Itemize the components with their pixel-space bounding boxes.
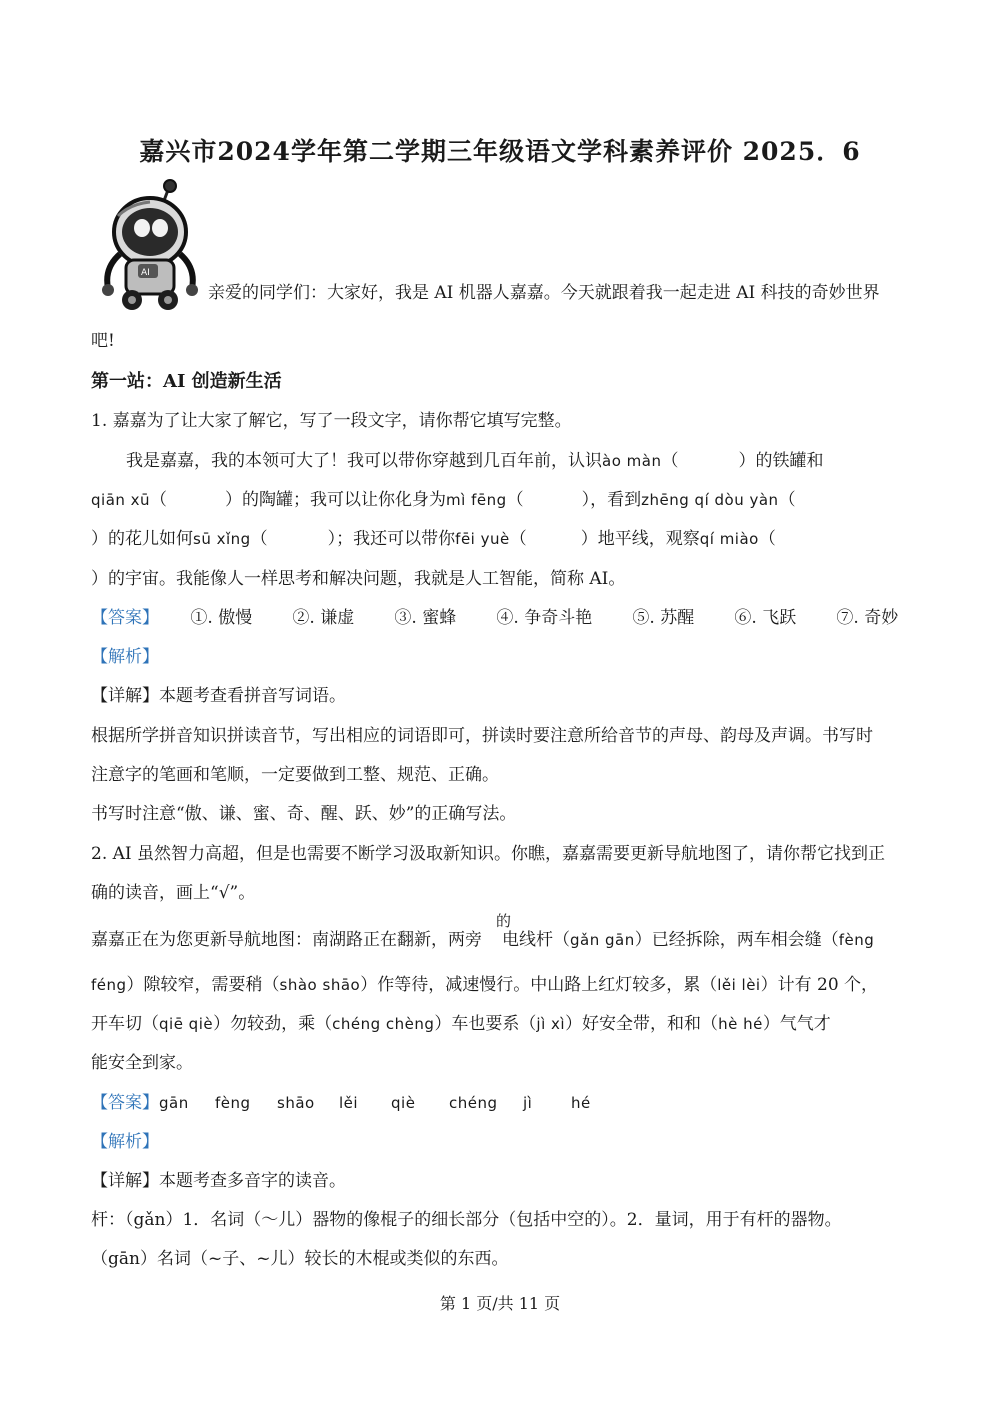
answer-tag: 【答案】 (91, 608, 159, 628)
pinyin-choice[interactable]: hè hé (718, 1015, 763, 1033)
detail-heading: 【详解】本题考查看拼音写词语。 (91, 686, 346, 706)
blank-close: ） (581, 490, 591, 510)
blank-open: （ (758, 529, 776, 549)
answer-item: ④. 争奇斗艳 (496, 608, 593, 628)
blank-open: （ (150, 490, 168, 510)
pinyin-choice[interactable]: féng (91, 976, 127, 994)
svg-text:AI: AI (141, 268, 150, 278)
q2-text: ）作等待，减速慢行。中山路上红灯较多，累（ (360, 975, 718, 995)
answer-item: lěi (339, 1094, 359, 1112)
q1-text: 我是嘉嘉，我的本领可大了！我可以带你穿越到几百年前，认识 (126, 451, 602, 471)
q2-text: ）隙较窄，需要稍（ (126, 975, 280, 995)
q2-text: ）勿较劲，乘（ (213, 1014, 333, 1034)
answer-item: jì (523, 1094, 533, 1112)
q2-text: ）计有 20 个， (760, 975, 879, 995)
pinyin: fēi yuè (455, 530, 510, 548)
blank-close: ） (225, 490, 243, 510)
pinyin-choice[interactable]: chéng chèng (332, 1015, 435, 1033)
q1-para-line-4: ）的宇宙。我能像人一样思考和解决问题，我就是人工智能，简称 AI。 (91, 569, 626, 589)
pinyin: qiān xū (91, 491, 151, 509)
q1-para-line-3 (91, 527, 776, 551)
answer-item: ⑦. 奇妙 (836, 608, 899, 628)
q2-text: ）已经拆除，两车相会缝（ (634, 930, 839, 950)
pinyin-choice[interactable]: jì xì (536, 1015, 566, 1033)
q1-answer-row (91, 606, 898, 630)
blank-open: （ (778, 490, 796, 510)
explanation-line: 书写时注意“傲、谦、蜜、奇、醒、跃、妙”的正确写法。 (91, 804, 517, 824)
q1-para-line-2 (91, 488, 796, 512)
blank-close: ） (580, 529, 598, 549)
q2-text: ）气气才 (762, 1014, 831, 1034)
q2-text: 电线杆（ (502, 930, 570, 950)
q1-text: 的花儿如何 (108, 529, 193, 549)
intro-line-2: 吧! (91, 331, 115, 351)
analysis-tag: 【解析】 (91, 647, 159, 667)
inserted-char: 的 (496, 912, 512, 930)
section-heading: 第一站：AI 创造新生活 (91, 371, 282, 392)
answer-item: gān (159, 1094, 189, 1112)
q2-text: 开车切（ (91, 1014, 159, 1034)
answer-tag: 【答案】 (91, 1093, 159, 1113)
answer-item: chéng (449, 1094, 498, 1112)
blank-close: ） (91, 529, 108, 549)
answer-item: ②. 谦虚 (292, 608, 355, 628)
answer-item: hé (571, 1094, 591, 1112)
explanation-line: 杆：（gǎn）1．名词（～儿）器物的像棍子的细长部分（包括中空的）。2．量词，用于有杆的器物。 (91, 1210, 842, 1230)
answer-item: ③. 蜜蜂 (394, 608, 457, 628)
pinyin-choice[interactable]: shào shāo (279, 976, 361, 994)
analysis-tag: 【解析】 (91, 1132, 159, 1152)
pinyin: zhēng qí dòu yàn (641, 491, 779, 509)
answer-item: shāo (277, 1094, 315, 1112)
q2-answer-row (91, 1091, 591, 1115)
q2-stem-line-1: 2. AI 虽然智力高超，但是也需要不断学习汲取新知识。你瞧，嘉嘉需要更新导航地图了，请你帮它找到正 (91, 844, 886, 864)
q2-para-line-4: 能安全到家。 (91, 1053, 193, 1073)
q1-text: ，看到 (590, 490, 642, 510)
q1-text: 的铁罐和 (755, 451, 824, 471)
explanation-line: 根据所学拼音知识拼读音节，写出相应的词语即可，拼读时要注意所给音节的声母、韵母及声调。书写时 (91, 726, 873, 746)
q1-text: 地平线，观察 (597, 529, 700, 549)
page-footer: 第 1 页/共 11 页 (439, 1294, 561, 1313)
intro-line-1: 亲爱的同学们：大家好，我是 AI 机器人嘉嘉。今天就跟着我一起走进 AI 科技的奇妙世界 (208, 283, 880, 303)
blank-open: （ (506, 490, 524, 510)
detail-heading: 【详解】本题考查多音字的读音。 (91, 1171, 346, 1191)
blank-close: ） (738, 451, 756, 471)
blank-open: （ (509, 529, 527, 549)
pinyin-choice[interactable]: lěi lèi (717, 976, 761, 994)
answer-item: fèng (215, 1094, 251, 1112)
blank-open: （ (250, 529, 268, 549)
pinyin-choice[interactable]: gǎn gān (570, 931, 635, 949)
q2-para-line-1 (91, 928, 874, 952)
answer-item: ⑥. 飞跃 (734, 608, 797, 628)
q1-text: 的陶罐；我可以让你化身为 (242, 490, 447, 510)
ai-robot-illustration (90, 176, 208, 312)
q2-stem-line-2: 确的读音，画上“√”。 (91, 883, 256, 903)
explanation-line: （gān）名词（~子、~儿）较长的木棍或类似的东西。 (91, 1249, 509, 1269)
answer-item: ⑤. 苏醒 (632, 608, 695, 628)
q2-para-line-3 (91, 1012, 831, 1036)
pinyin-choice[interactable]: fèng (838, 931, 875, 949)
q2-para-line-2 (91, 973, 878, 997)
blank-open: （ (661, 451, 679, 471)
explanation-line: 注意字的笔画和笔顺，一定要做到工整、规范、正确。 (91, 765, 499, 785)
pinyin-choice[interactable]: qiē qiè (159, 1015, 214, 1033)
pinyin: ào màn (602, 452, 662, 470)
pinyin: qí miào (699, 530, 759, 548)
pinyin: sū xǐng (193, 530, 251, 548)
blank-close: ） (327, 529, 337, 549)
q2-text: ）车也要系（ (434, 1014, 537, 1034)
q1-para-line-1 (126, 449, 823, 473)
answer-item: ①. 傲慢 (190, 608, 253, 628)
q1-text: ；我还可以带你 (336, 529, 456, 549)
q2-text: 嘉嘉正在为您更新导航地图：南湖路正在翻新，两旁 (91, 930, 482, 950)
document-title: 嘉兴市2024学年第二学期三年级语文学科素养评价 2025．6 (139, 137, 861, 166)
q1-stem: 1. 嘉嘉为了让大家了解它，写了一段文字，请你帮它填写完整。 (91, 411, 572, 431)
pinyin: mì fēng (446, 491, 507, 509)
q2-text: ）好安全带，和和（ (565, 1014, 719, 1034)
answer-item: qiè (391, 1094, 416, 1112)
